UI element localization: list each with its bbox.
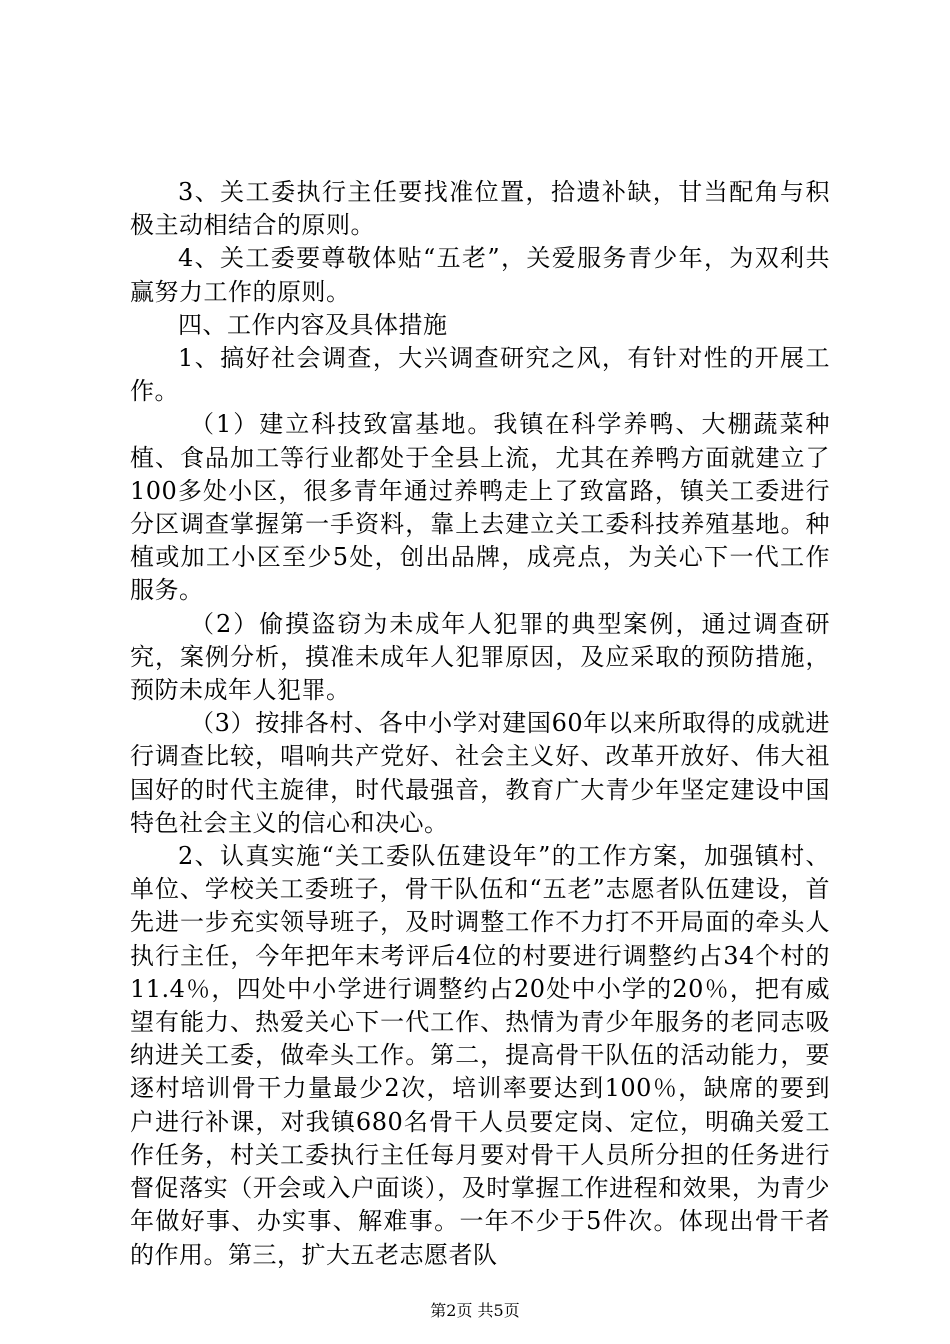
page-footer: 第2页 共5页 — [430, 1301, 520, 1320]
document-body — [130, 176, 830, 1272]
paragraph-item-2: 2、认真实施“关工委队伍建设年”的工作方案，加强镇村、单位、学校关工委班子，骨干队伍和“五老”志愿者队伍建设，首先进一步充实领导班子，及时调整工作不力打不开局面的牵头人执行主任，今年把年末考评后4位的村要进行调整约占34个村的11.4％，四处中小学进行调整约占20处中小学的20％，把有威望有能力、热爱关心下一代工作、热情为青少年服务的老同志吸纳进关工委，做牵头工作。第二，提高骨干队伍的活动能力，要逐村培训骨干力量最少2次，培训率要达到100％，缺席的要到户进行补课，对我镇680名骨干人员要定岗、定位，明确关爱工作任务，村关工委执行主任每月要对骨干人员所分担的任务进行督促落实（开会或入户面谈），及时掌握工作进程和效果，为青少年做好事、办实事、解难事。一年不少于5件次。体现出骨干者的作用。第三，扩大五老志愿者队 — [130, 842, 830, 1269]
paragraph-subitem-1: （1）建立科技致富基地。我镇在科学养鸭、大棚蔬菜种植、食品加工等行业都处于全县上流，尤其在养鸭方面就建立了100多处小区，很多青年通过养鸭走上了致富路，镇关工委进行分区调查掌握第一手资料，靠上去建立关工委科技养殖基地。种植或加工小区至少5处，创出品牌，成亮点，为关心下一代工作服务。 — [130, 410, 830, 605]
paragraph-principle-3: 3、关工委执行主任要找准位置，拾遗补缺，甘当配角与积极主动相结合的原则。 — [130, 178, 830, 240]
paragraph-principle-4: 4、关工委要尊敬体贴“五老”，关爱服务青少年，为双利共赢努力工作的原则。 — [130, 244, 830, 306]
section-heading: 四、工作内容及具体措施 — [178, 310, 448, 339]
paragraph-subitem-3: （3）按排各村、各中小学对建国60年以来所取得的成就进行调查比较，唱响共产党好、社会主义好、改革开放好、伟大祖国好的时代主旋律，时代最强音，教育广大青少年坚定建设中国特色社会主义的信心和决心。 — [130, 709, 830, 837]
paragraph-item-1: 1、搞好社会调查，大兴调查研究之风，有针对性的开展工作。 — [130, 344, 830, 406]
paragraph-subitem-2: （2）偷摸盗窃为未成年人犯罪的典型案例，通过调查研究，案例分析，摸准未成年人犯罪原因，及应采取的预防措施，预防未成年人犯罪。 — [130, 609, 830, 705]
